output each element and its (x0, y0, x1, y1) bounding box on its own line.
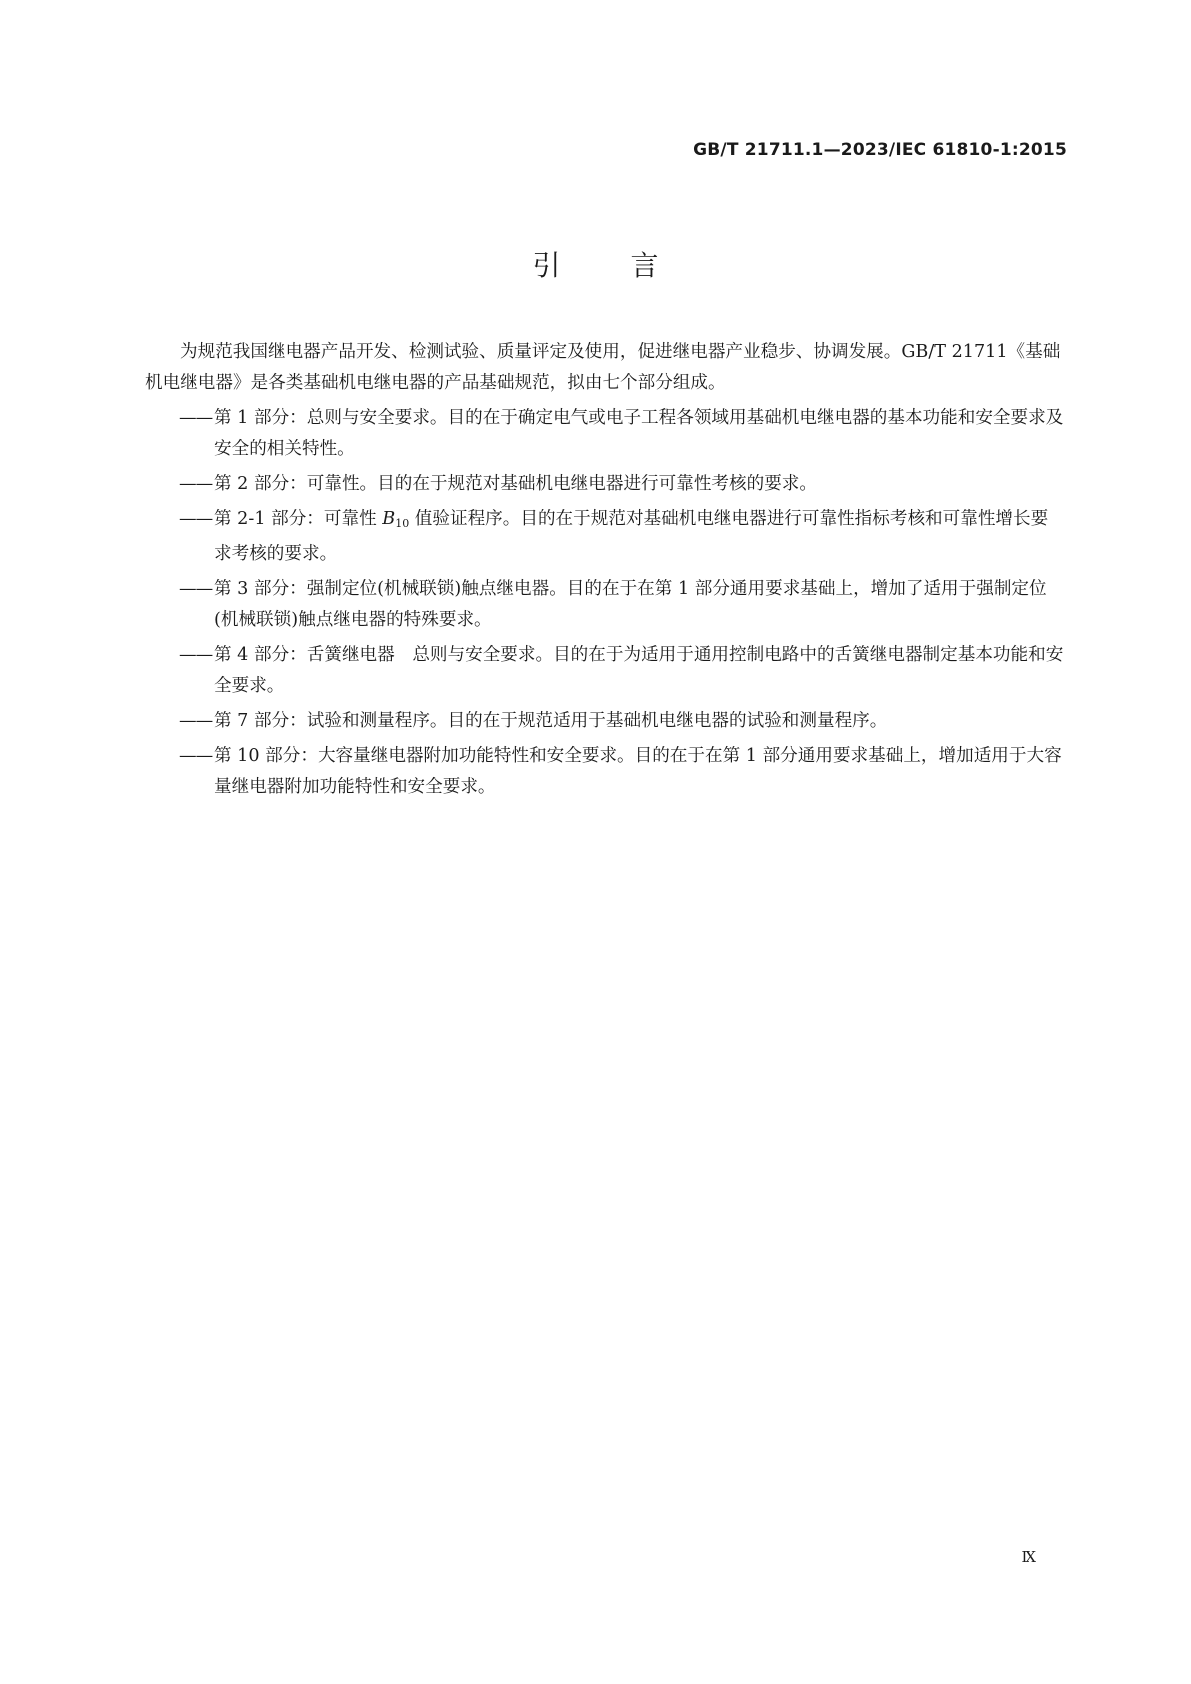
standard-number: GB/T 21711.1—2023/IEC 61810-1:2015 (693, 140, 1067, 160)
part-7-text: 第 7 部分：试验和测量程序。目的在于规范适用于基础机电继电器的试验和测量程序。 (214, 711, 888, 731)
list-item-part-2-1 (145, 504, 1065, 570)
part-4-text: 第 4 部分：舌簧继电器 总则与安全要求。目的在于为适用于通用控制电路中的舌簧继电器制定基本功能和安全要求。 (214, 645, 1064, 696)
page-number: Ⅸ (1021, 1548, 1036, 1566)
list-dash: —— (179, 579, 213, 599)
part-2-1-text-post: 值验证程序。目的在于规范对基础机电继电器进行可靠性指标考核和可靠性增长要求考核的要求。 (214, 509, 1049, 564)
list-item-part-10 (145, 741, 1065, 803)
part-list (145, 403, 1065, 803)
part-3-text: 第 3 部分：强制定位(机械联锁)触点继电器。目的在于在第 1 部分通用要求基础上，增加了适用于强制定位(机械联锁)触点继电器的特殊要求。 (214, 579, 1047, 630)
page-title: 引言 (532, 249, 729, 282)
list-item-part-3 (145, 574, 1065, 636)
document-body (145, 337, 1065, 803)
part-10-text: 第 10 部分：大容量继电器附加功能特性和安全要求。目的在于在第 1 部分通用要求基础上，增加适用于大容量继电器附加功能特性和安全要求。 (214, 746, 1062, 797)
b10-symbol: B (382, 509, 396, 529)
list-dash: —— (179, 711, 213, 731)
list-item-part-7 (145, 706, 1065, 737)
intro-paragraph: 为规范我国继电器产品开发、检测试验、质量评定及使用，促进继电器产业稳步、协调发展。GB/T 21711《基础机电继电器》是各类基础机电继电器的产品基础规范，拟由七个部分组成。 (145, 342, 1061, 393)
part-2-text: 第 2 部分：可靠性。目的在于规范对基础机电继电器进行可靠性考核的要求。 (214, 474, 817, 494)
part-2-1-text-pre: 第 2-1 部分：可靠性 (214, 509, 383, 529)
b10-subscript: 10 (395, 517, 410, 530)
list-dash: —— (179, 645, 213, 665)
list-item-part-4 (145, 640, 1065, 702)
list-dash: —— (179, 746, 213, 766)
list-item-part-1 (145, 403, 1065, 465)
list-dash: —— (179, 474, 213, 494)
list-item-part-2 (145, 469, 1065, 500)
part-1-text: 第 1 部分：总则与安全要求。目的在于确定电气或电子工程各领域用基础机电继电器的基本功能和安全要求及安全的相关特性。 (214, 408, 1064, 459)
list-dash: —— (179, 509, 213, 529)
list-dash: —— (179, 408, 213, 428)
